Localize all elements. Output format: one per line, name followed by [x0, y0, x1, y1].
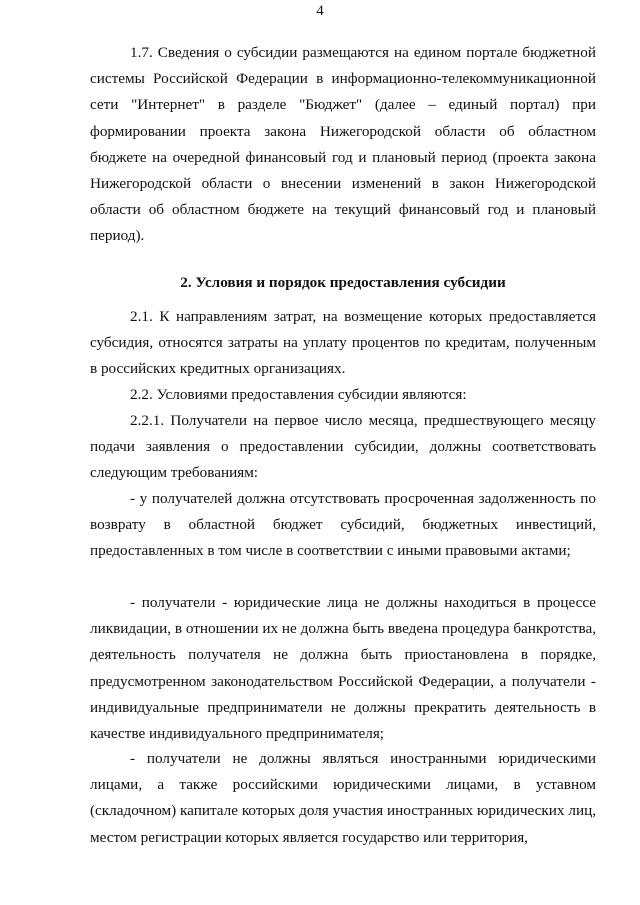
paragraph-2-2: 2.2. Условиями предоставления субсидии являются:: [130, 386, 467, 403]
paragraph-2-2-1: 2.2.1. Получатели на первое число месяца, предшествующего месяцу подачи заявления о предоставлении субсидии, должны соответствовать следующим требованиям:: [90, 412, 596, 482]
paragraph-2-1: 2.1. К направлениям затрат, на возмещение которых предоставляется субсидия, относятся затраты на уплату процентов по кредитам, полученным в российских кредитных организациях.: [90, 308, 596, 378]
page-number: 4: [316, 3, 324, 19]
requirement-item-3: - получатели не должны являться иностранными юридическими лицами, а также российскими юридическими лицами, в уставном (складочном) капитале которых доля участия иностранных юридических лиц, местом регистрации которых является государство или территория,: [90, 750, 596, 846]
paragraph-1-7: 1.7. Сведения о субсидии размещаются на едином портале бюджетной системы Российской Федерации в информационно-телекоммуникационной сети "Интернет" в разделе "Бюджет" (далее – единый портал) при формировании проекта закона Нижегородской области об областном бюджете на очередной финансовый год и плановый период (проекта закона Нижегородской области о внесении изменений в закон Нижегородской области об областном бюджете на текущий финансовый год и плановый период).: [90, 44, 596, 245]
section-heading: 2. Условия и порядок предоставления субсидии: [180, 274, 506, 291]
requirement-item-2: - получатели - юридические лица не должны находиться в процессе ликвидации, в отношении их не должна быть введена процедура банкротства, деятельность получателя не должна быть приостановлена в порядке, предусмотренном законодательством Российской Федерации, а получатели - индивидуальные предприниматели не должны прекратить деятельность в качестве индивидуального предпринимателя;: [90, 594, 596, 743]
requirement-item-1: - у получателей должна отсутствовать просроченная задолженность по возврату в областной бюджет субсидий, бюджетных инвестиций, предоставленных в том числе в соответствии с иными правовыми актами;: [90, 490, 596, 560]
